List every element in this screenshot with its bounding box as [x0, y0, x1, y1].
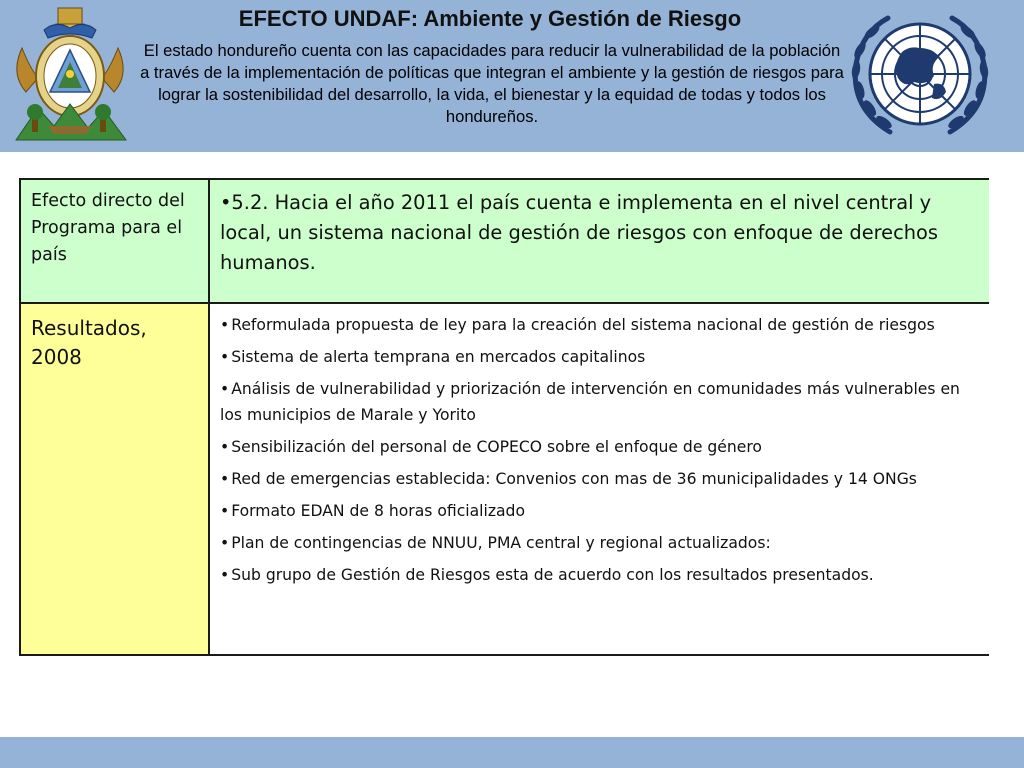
result-text: Reformulada propuesta de ley para la creación del sistema nacional de gestión de riesgos	[231, 316, 935, 334]
effect-content: •5.2. Hacia el año 2011 el país cuenta e implementa en el nivel central y local, un sistema nacional de gestión de riesgos con enfoque de derechos humanos.	[220, 191, 939, 274]
page-subtitle: El estado hondureño cuenta con las capacidades para reducir la vulnerabilidad de la población a través de la implementación de políticas que integran el ambiente y la gestión de riesgos para lograr la sostenibilidad del desarrollo, la vida, el bienestar y la equidad de todas y todos los hondureños.	[140, 41, 844, 126]
list-item	[220, 562, 979, 588]
results-label: Resultados, 2008	[31, 316, 147, 369]
list-item	[220, 466, 979, 492]
results-content-cell	[210, 304, 989, 654]
result-text: Plan de contingencias de NNUU, PMA central y regional actualizados:	[231, 534, 771, 552]
united-nations-emblem-icon	[842, 8, 998, 144]
list-item	[220, 530, 979, 556]
effect-label: Efecto directo del Programa para el país	[31, 191, 185, 265]
page-title: EFECTO UNDAF: Ambiente y Gestión de Riesgo	[238, 6, 742, 31]
bullet-marker: •	[220, 348, 230, 366]
results-list	[220, 312, 979, 588]
bullet-marker: •	[220, 438, 230, 456]
list-item	[220, 376, 979, 428]
bullet-marker: •	[220, 380, 230, 398]
bullet-marker: •	[220, 316, 230, 334]
result-text: Análisis de vulnerabilidad y priorización de intervención en comunidades más vulnerables en los municipios de Marale y Yorito	[220, 380, 960, 424]
result-text: Sub grupo de Gestión de Riesgos esta de acuerdo con los resultados presentados.	[231, 566, 874, 584]
results-label-cell	[21, 304, 210, 654]
result-text: Red de emergencias establecida: Convenios con mas de 36 municipalidades y 14 ONGs	[231, 470, 917, 488]
list-item	[220, 344, 979, 370]
bullet-marker: •	[220, 566, 230, 584]
result-text: Sistema de alerta temprana en mercados capitalinos	[231, 348, 646, 366]
footer-band	[0, 737, 1024, 768]
effect-label-cell	[21, 180, 210, 304]
list-item	[220, 312, 979, 338]
bullet-marker: •	[220, 534, 230, 552]
header-banner	[0, 0, 1024, 152]
bullet-marker: •	[220, 470, 230, 488]
effect-content-cell	[210, 180, 989, 304]
program-table	[19, 178, 989, 656]
result-text: Formato EDAN de 8 horas oficializado	[231, 502, 525, 520]
list-item	[220, 498, 979, 524]
bullet-marker: •	[220, 502, 230, 520]
list-item	[220, 434, 979, 460]
honduras-coat-of-arms-icon	[8, 4, 132, 146]
result-text: Sensibilización del personal de COPECO sobre el enfoque de género	[231, 438, 762, 456]
